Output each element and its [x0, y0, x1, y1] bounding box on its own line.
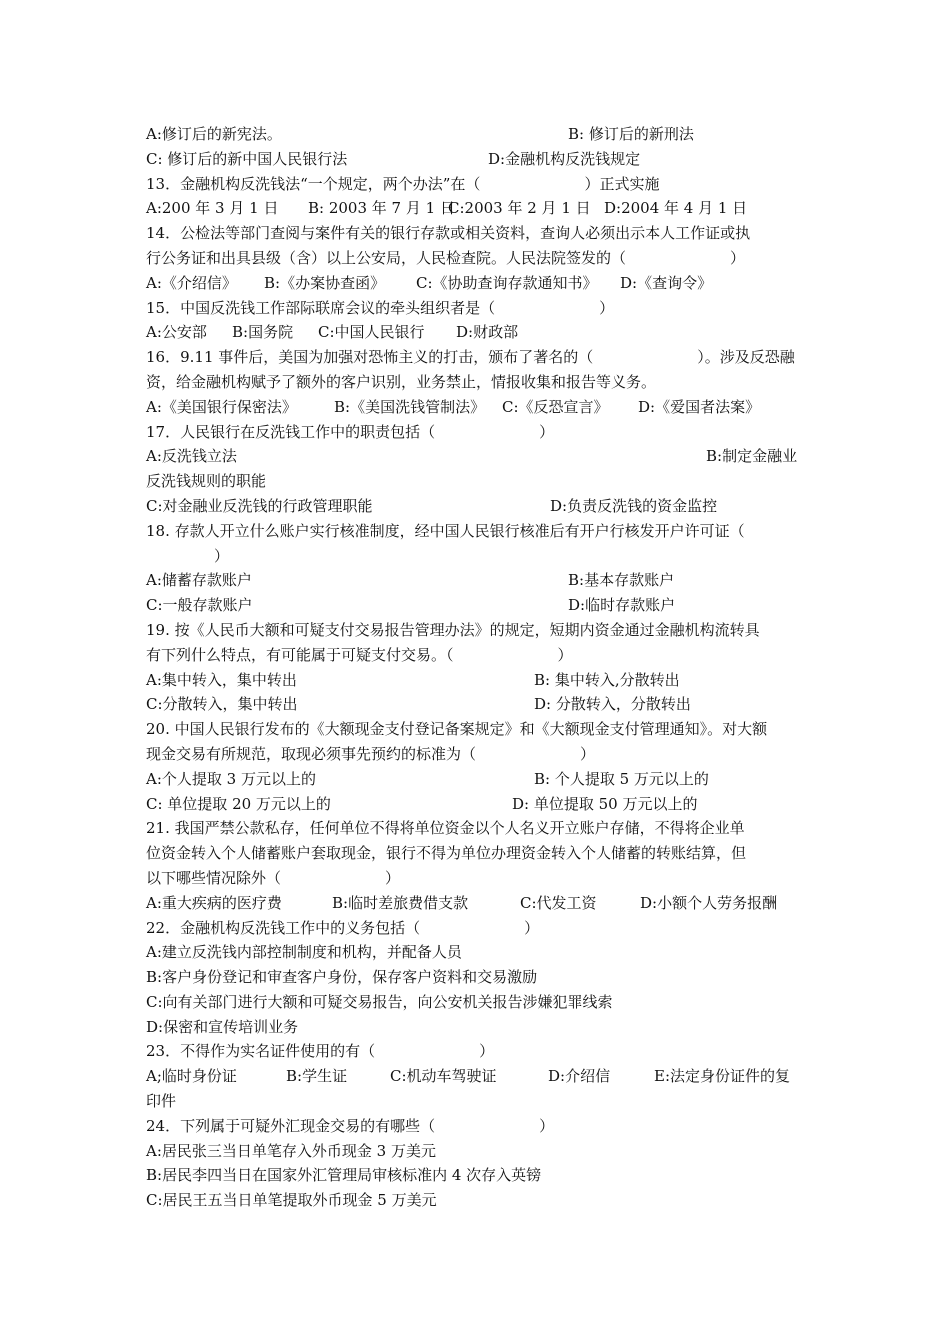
q15-stem-post: ）: [599, 298, 615, 317]
q19-option-d: D: 分散转入，分散转出: [534, 695, 691, 714]
q24-option-c: C:居民王五当日单笔提取外币现金 5 万美元: [146, 1191, 437, 1210]
q24-stem-pre: 24．下列属于可疑外汇现金交易的有哪些（: [146, 1116, 436, 1135]
q21-options: [146, 891, 810, 916]
q23-option-e: E:法定身份证件的复: [654, 1067, 791, 1086]
q18-option-a: A:储蓄存款账户: [146, 571, 252, 590]
q12-option-a: A:修订后的新宪法。: [146, 125, 282, 143]
q23-option-b: B:学生证: [286, 1067, 348, 1086]
q19-option-b: B: 集中转入,分散转出: [534, 670, 680, 689]
q24-option-a: A:居民张三当日单笔存入外币现金 3 万美元: [146, 1141, 436, 1160]
q13-stem-pre: 13．金融机构反洗钱法“一个规定，两个办法”在（: [146, 174, 481, 193]
q12-options-row1: [146, 122, 810, 147]
q16-option-b: B:《美国洗钱管制法》: [334, 397, 486, 416]
q17-option-a: A:反洗钱立法: [146, 447, 237, 466]
q12-option-c: C: 修订后的新中国人民银行法: [146, 149, 348, 168]
q16-stem-line2: 资，给金融机构赋予了额外的客户识别，业务禁止，情报收集和报告等义务。: [146, 372, 657, 391]
q19-options-row1: [146, 668, 810, 693]
q17-option-d: D:负责反洗钱的资金监控: [550, 496, 718, 515]
q23-option-c: C:机动车驾驶证: [390, 1067, 497, 1086]
q21-stem-pre: 以下哪些情况除外（: [146, 868, 282, 887]
q16-stem-line1: [146, 345, 810, 370]
q21-stem-line1: 21. 我国严禁公款私存，任何单位不得将单位资金以个人名义开立账户存储，不得将企业单: [146, 819, 745, 838]
q12-option-b: B: 修订后的新刑法: [568, 125, 694, 143]
q17-option-b: B:制定金融业: [706, 447, 798, 466]
q22-stem-pre: 22．金融机构反洗钱工作中的义务包括（: [146, 918, 421, 937]
q13-option-d: D:2004 年 4 月 1 日: [604, 199, 748, 218]
q16-option-c: C:《反恐宣言》: [502, 397, 609, 416]
q22-option-a: A:建立反洗钱内部控制制度和机构，并配备人员: [146, 943, 462, 962]
q13-option-a: A:200 年 3 月 1 日: [146, 199, 279, 218]
q22-stem: [146, 916, 810, 941]
q22-stem-post: ）: [524, 918, 540, 937]
q16-stem-pre: 16．9.11 事件后，美国为加强对恐怖主义的打击，颁布了著名的（: [146, 348, 594, 367]
q24-option-b: B:居民李四当日在国家外汇管理局审核标准内 4 次存入英镑: [146, 1166, 542, 1185]
q14-stem-line2: [146, 246, 810, 271]
q24-stem-post: ）: [539, 1116, 555, 1135]
q20-stem-line2: [146, 742, 810, 767]
q14-options: [146, 271, 810, 296]
q17-stem-post: ）: [539, 422, 555, 441]
q16-option-d: D:《爱国者法案》: [638, 397, 761, 416]
q23-stem: [146, 1039, 810, 1064]
q21-stem-post: ）: [385, 868, 401, 887]
q23-option-d: D:介绍信: [548, 1067, 611, 1086]
q21-option-b: B:临时差旅费借支款: [332, 893, 469, 912]
q14-option-a: A:《介绍信》: [146, 273, 237, 292]
q19-stem-line1: 19. 按《人民币大额和可疑支付交易报告管理办法》的规定，短期内资金通过金融机构流转具: [146, 620, 760, 639]
q21-stem-line3: [146, 866, 810, 891]
q12-options-row2: [146, 147, 810, 172]
q15-stem-pre: 15．中国反洗钱工作部际联席会议的牵头组织者是（: [146, 298, 496, 317]
q13-stem: [146, 172, 810, 197]
q18-stem-close: ）: [214, 546, 230, 565]
q20-options-row2: [146, 792, 810, 817]
q14-option-c: C:《协助查询存款通知书》: [416, 273, 598, 292]
q23-option-a: A;临时身份证: [146, 1067, 237, 1086]
q18-options-row1: [146, 568, 810, 593]
q15-option-c: C:中国人民银行: [318, 323, 425, 342]
q20-stem-line1: 20. 中国人民银行发布的《大额现金支付登记备案规定》和《大额现金支付管理通知》。对大额: [146, 720, 768, 739]
q14-stem-post: ）: [730, 248, 746, 267]
q15-options: [146, 320, 810, 345]
q20-option-a: A:个人提取 3 万元以上的: [146, 769, 316, 788]
q19-stem-line2: [146, 643, 810, 668]
q18-stem-line1: 18. 存款人开立什么账户实行核准制度，经中国人民银行核准后有开户行核发开户许可证（: [146, 521, 745, 540]
q23-option-e-continued: 印件: [146, 1092, 177, 1111]
q13-option-c: C:2003 年 2 月 1 日: [448, 199, 591, 218]
q21-stem-line2: 位资金转入个人储蓄账户套取现金，银行不得为单位办理资金转入个人储蓄的转账结算，但: [146, 844, 747, 863]
q20-option-b: B: 个人提取 5 万元以上的: [534, 769, 709, 788]
q13-stem-post: ）正式实施: [584, 174, 660, 193]
q14-stem-line1: 14．公检法等部门查阅与案件有关的银行存款或相关资料，查询人必须出示本人工作证或执: [146, 224, 751, 243]
q17-option-b-continued: 反洗钱规则的职能: [146, 472, 267, 491]
q15-option-a: A:公安部: [146, 323, 207, 342]
q14-option-d: D:《查询令》: [620, 273, 713, 292]
q18-stem-line2: [146, 544, 810, 569]
q20-option-d: D: 单位提取 50 万元以上的: [512, 794, 698, 813]
q19-option-a: A:集中转入，集中转出: [146, 670, 297, 689]
q16-options: [146, 395, 810, 420]
q20-stem-pre: 现金交易有所规范，取现必须事先预约的标准为（: [146, 744, 477, 763]
q19-option-c: C:分散转入，集中转出: [146, 695, 298, 714]
q21-option-a: A:重大疾病的医疗费: [146, 893, 282, 912]
q14-option-b: B:《办案协查函》: [264, 273, 386, 292]
q18-option-b: B:基本存款账户: [568, 571, 675, 590]
q17-stem: [146, 420, 810, 445]
q18-options-row2: [146, 593, 810, 618]
q14-stem-pre: 行公务证和出具县级（含）以上公安局，人民检查院。人民法院签发的（: [146, 248, 627, 267]
q20-option-c: C: 单位提取 20 万元以上的: [146, 794, 331, 813]
q19-stem-post: ）: [557, 645, 573, 664]
q20-stem-post: ）: [580, 744, 596, 763]
question-list: [146, 122, 810, 1213]
q22-option-c: C:向有关部门进行大额和可疑交易报告，向公安机关报告涉嫌犯罪线索: [146, 992, 613, 1011]
q17-options-row2: [146, 494, 810, 519]
q20-options-row1: [146, 767, 810, 792]
q15-stem: [146, 296, 810, 321]
q18-option-c: C:一般存款账户: [146, 596, 253, 615]
q17-stem-pre: 17．人民银行在反洗钱工作中的职责包括（: [146, 422, 436, 441]
q19-stem-pre: 有下列什么特点，有可能属于可疑支付交易。（: [146, 645, 454, 664]
q24-stem: [146, 1114, 810, 1139]
q22-option-b: B:客户身份登记和审查客户身份，保存客户资料和交易激励: [146, 968, 538, 987]
q18-option-d: D:临时存款账户: [568, 596, 676, 615]
q12-option-d: D:金融机构反洗钱规定: [488, 149, 641, 168]
q22-option-d: D:保密和宣传培训业务: [146, 1017, 299, 1036]
q13-option-b: B: 2003 年 7 月 1 日: [308, 199, 455, 218]
q23-options: [146, 1064, 810, 1089]
q23-stem-pre: 23．不得作为实名证件使用的有（: [146, 1042, 376, 1061]
q17-option-c: C:对金融业反洗钱的行政管理职能: [146, 496, 373, 515]
q15-option-b: B:国务院: [232, 323, 294, 342]
q16-stem-post: ）。涉及反恐融: [697, 348, 795, 367]
q21-option-c: C:代发工资: [520, 893, 597, 912]
q16-option-a: A:《美国银行保密法》: [146, 397, 297, 416]
q23-stem-post: ）: [479, 1042, 495, 1061]
q17-options-row1: [146, 444, 810, 469]
q13-options: [146, 196, 810, 221]
q15-option-d: D:财政部: [456, 323, 519, 342]
q21-option-d: D:小额个人劳务报酬: [640, 893, 778, 912]
q19-options-row2: [146, 692, 810, 717]
